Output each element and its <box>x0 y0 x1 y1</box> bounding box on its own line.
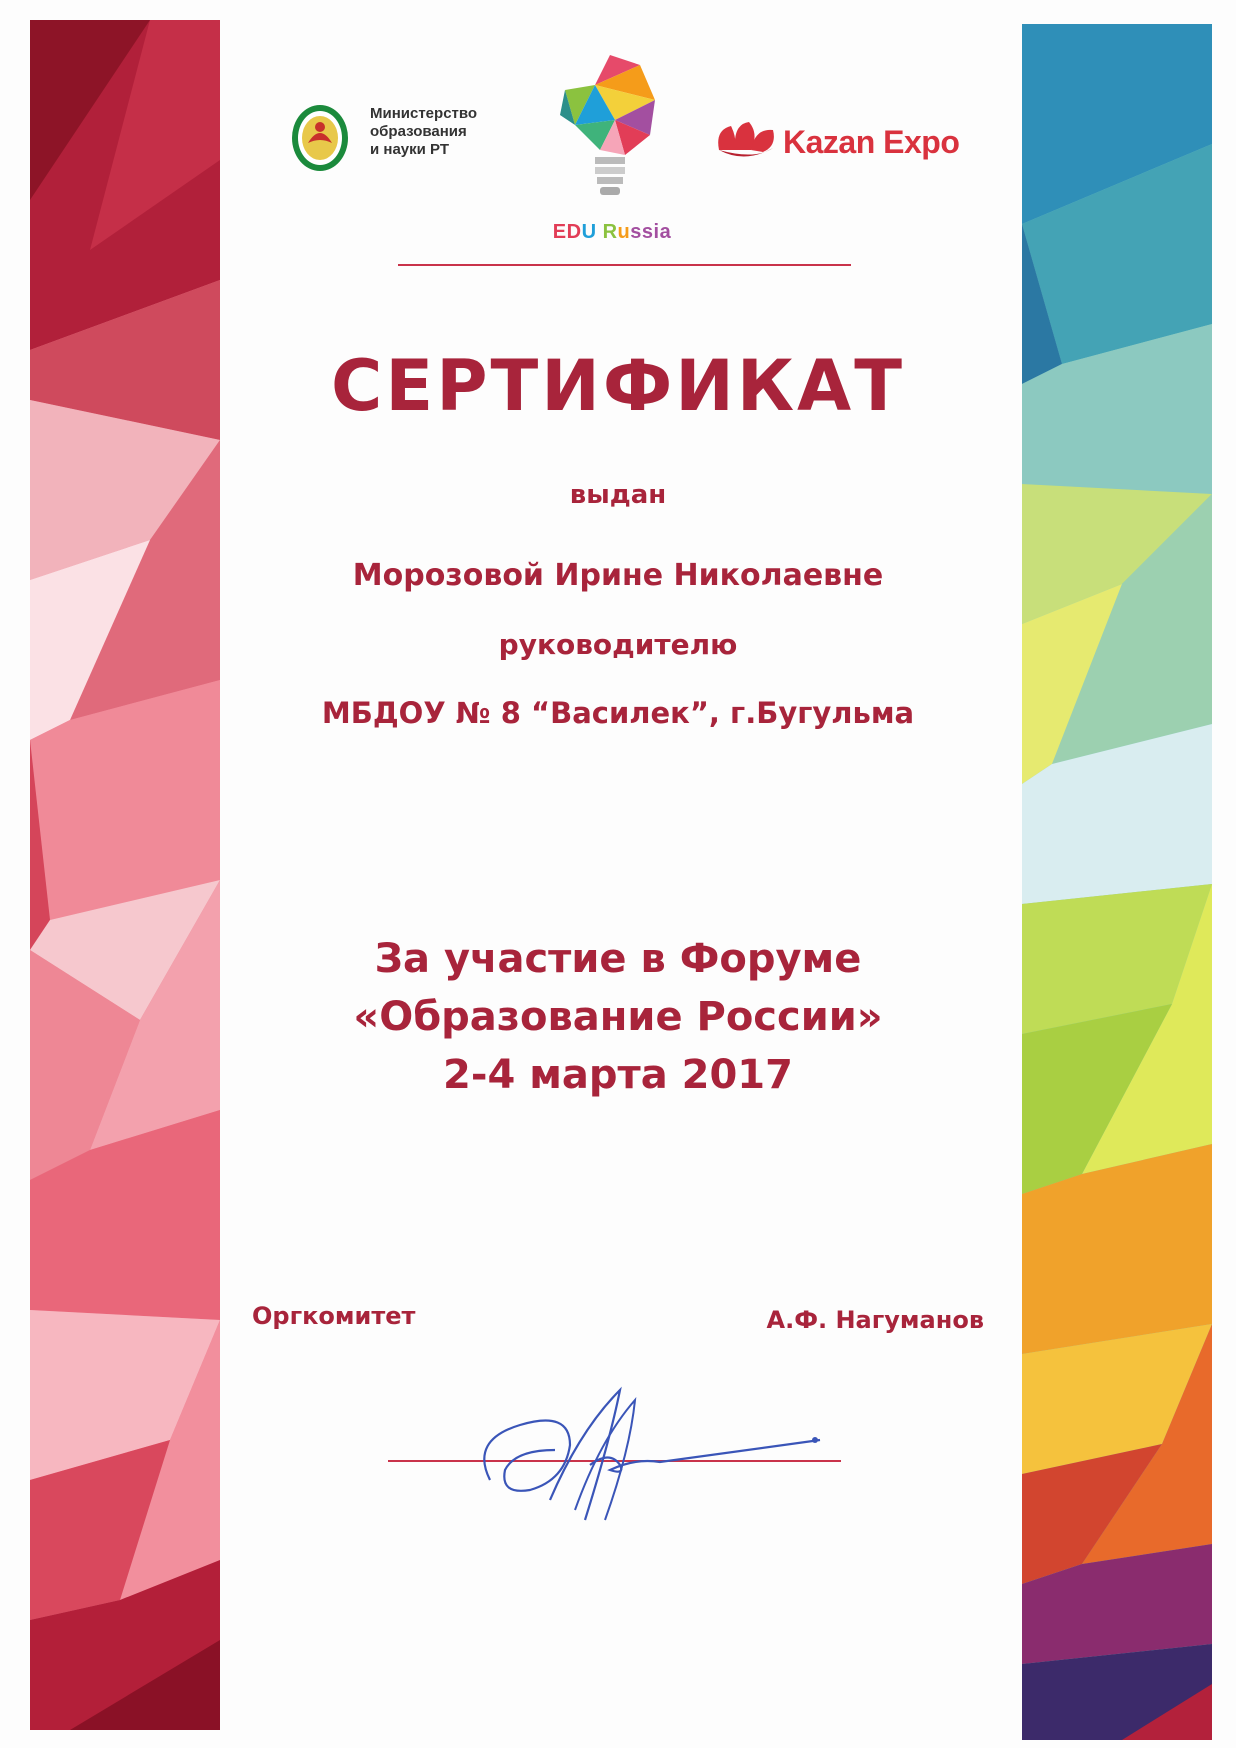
edu-russia-label <box>542 221 682 244</box>
certificate-title: СЕРТИФИКАТ <box>331 345 905 427</box>
header-divider <box>398 264 851 266</box>
right-band-graphic <box>1022 24 1212 1740</box>
edu-label-part: u <box>617 221 631 243</box>
edu-russia-bulb-logo <box>555 55 665 210</box>
ministry-label-line: образования <box>370 123 467 140</box>
issued-label: выдан <box>569 480 667 510</box>
certificate-purpose <box>0 930 1236 1104</box>
ministry-label-line: и науки РТ <box>370 141 449 158</box>
recipient-name: Морозовой Ирине Николаевне <box>352 558 884 593</box>
kazan-expo-tulip-icon <box>715 120 777 162</box>
edu-label-part: U <box>581 221 597 243</box>
kazan-expo-logo <box>715 120 965 170</box>
kazan-expo-label: Kazan Expo <box>783 124 960 160</box>
organizing-committee-label: Оргкомитет <box>252 1302 416 1330</box>
left-decorative-band <box>30 20 220 1730</box>
ministry-label <box>370 105 510 159</box>
purpose-line: «Образование России» <box>353 994 883 1040</box>
handwritten-signature <box>460 1370 830 1550</box>
purpose-line: 2-4 марта 2017 <box>443 1052 793 1098</box>
recipient-organization: МБДОУ № 8 “Василек”, г.Бугульма <box>321 696 915 730</box>
left-band-graphic <box>30 20 220 1730</box>
edu-label-part: R <box>596 221 618 243</box>
ministry-logo <box>290 103 490 193</box>
signer-name: А.Ф. Нагуманов <box>766 1306 984 1334</box>
right-decorative-band <box>1022 24 1212 1740</box>
ministry-label-line: Министерство <box>370 105 478 122</box>
logo-row <box>290 55 970 255</box>
tatarstan-emblem-icon <box>290 103 350 173</box>
edu-label-part: ED <box>552 221 582 243</box>
edu-label-part: ssia <box>630 221 672 243</box>
recipient-role: руководителю <box>498 628 738 661</box>
purpose-line: За участие в Форуме <box>374 936 862 982</box>
